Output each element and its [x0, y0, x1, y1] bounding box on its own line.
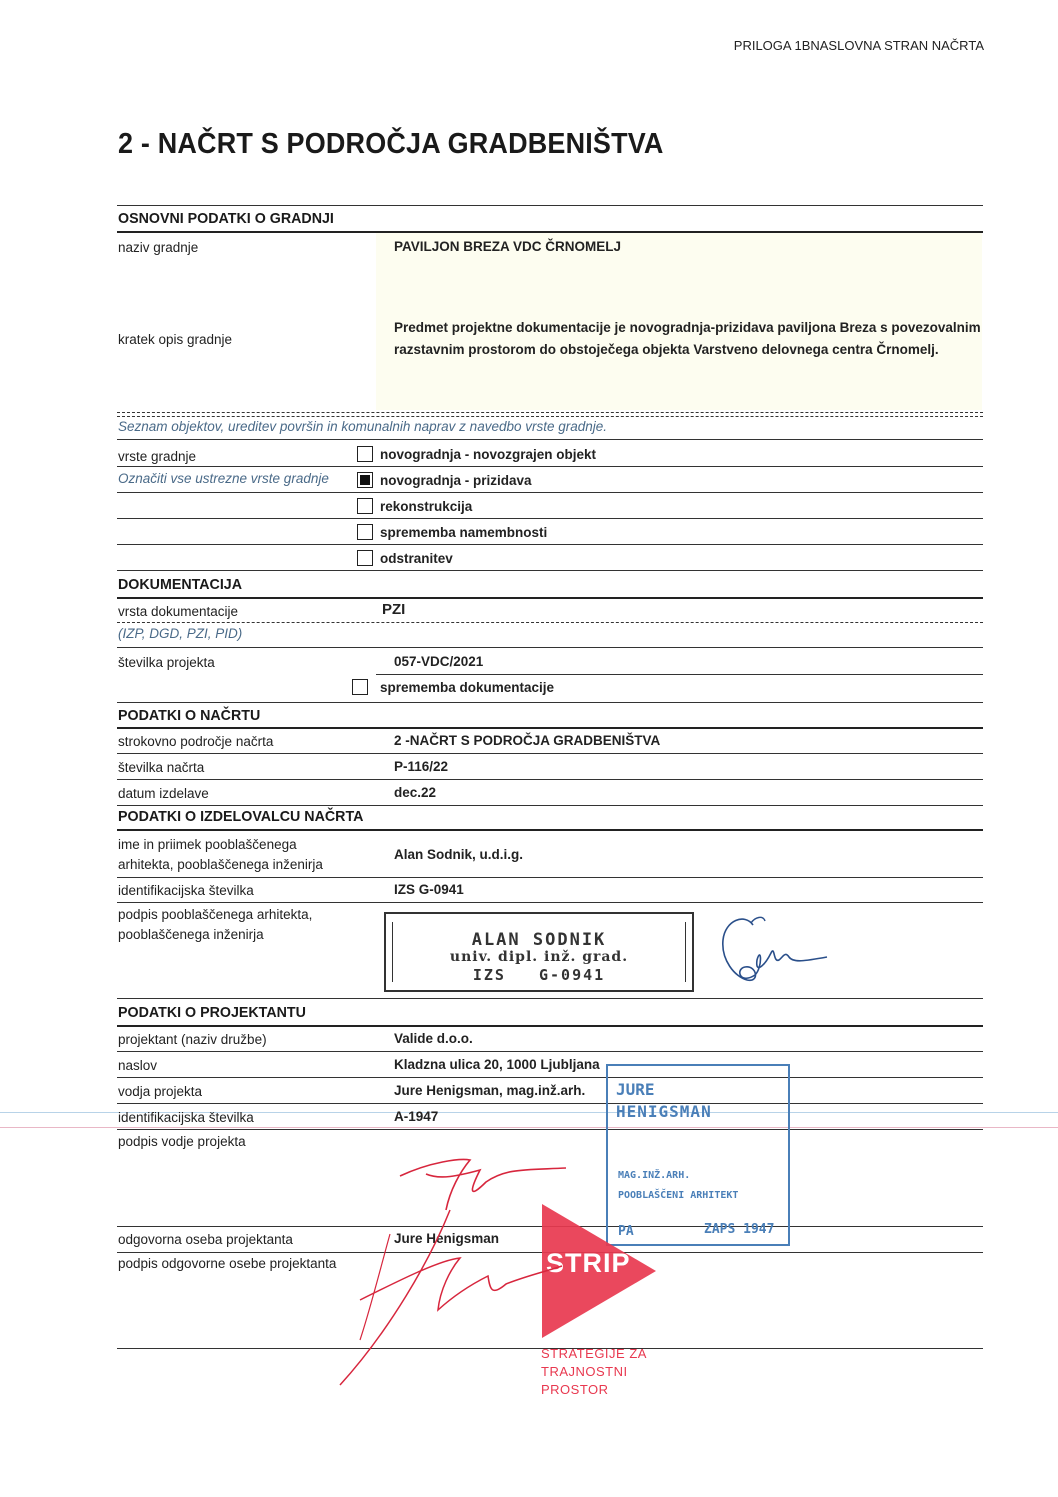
checkbox-label: odstranitev	[380, 551, 453, 566]
checkbox-prizidava[interactable]	[357, 472, 373, 488]
ime-label-1: ime in priimek pooblaščenega	[118, 837, 297, 852]
opis-line-1: Predmet projektne dokumentacije je novogradnja-prizidava paviljona Breza s povezovalnim	[394, 320, 981, 335]
projektant-id-value: A-1947	[394, 1109, 439, 1124]
engineer-stamp	[384, 912, 694, 992]
strip-logo-text: STRIP	[546, 1248, 631, 1278]
divider	[376, 674, 983, 675]
stamp-text: ALAN SODNIK	[471, 930, 607, 950]
naslov-value: Kladzna ulica 20, 1000 Ljubljana	[394, 1057, 600, 1072]
logo-subtitle: STRATEGIJE ZA	[541, 1346, 647, 1361]
id-value: IZS G-0941	[394, 882, 464, 897]
stevilka-projekta-label: številka projekta	[118, 655, 215, 670]
divider	[117, 829, 983, 831]
divider	[117, 231, 983, 233]
section-nacrt: PODATKI O NAČRTU	[118, 707, 261, 724]
divider	[117, 877, 983, 878]
druzba-label: projektant (naziv družbe)	[118, 1032, 267, 1047]
druzba-value: Valide d.o.o.	[394, 1031, 473, 1046]
vrsta-hint: (IZP, DGD, PZI, PID)	[118, 626, 243, 641]
checkbox-label: sprememba namembnosti	[380, 525, 548, 540]
divider	[117, 570, 983, 571]
signature-sodnik	[705, 905, 840, 995]
stamp-text: POOBLAŠČENI ARHITEKT	[618, 1190, 739, 1201]
vrsta-value: PZI	[382, 601, 406, 618]
seznam-note: Seznam objektov, ureditev površin in komunalnih naprav z navedbo vrste gradnje.	[118, 419, 608, 434]
datum-value: dec.22	[394, 785, 437, 800]
divider	[117, 1103, 983, 1104]
naziv-label: naziv gradnje	[118, 240, 199, 255]
page-title: 2 - NAČRT S PODROČJA GRADBENIŠTVA	[118, 128, 664, 160]
datum-label: datum izdelave	[118, 786, 209, 801]
podpis-odgovorne-label: podpis odgovorne osebe projektanta	[118, 1256, 337, 1271]
signature-henigsman	[330, 1150, 570, 1390]
scan-line	[0, 1127, 1058, 1128]
checkbox-label: rekonstrukcija	[380, 499, 473, 514]
section-izdelovalec: PODATKI O IZDELOVALCU NAČRTA	[118, 808, 364, 825]
divider	[117, 439, 983, 440]
ime-value: Alan Sodnik, u.d.i.g.	[394, 847, 524, 862]
opis-label: kratek opis gradnje	[118, 332, 233, 347]
id-label: identifikacijska številka	[118, 883, 254, 898]
podpis-label-1: podpis pooblaščenega arhitekta,	[118, 907, 313, 922]
naziv-value: PAVILJON BREZA VDC ČRNOMELJ	[394, 239, 622, 254]
divider	[117, 622, 983, 623]
vrsta-label: vrsta dokumentacije	[118, 604, 239, 619]
divider	[117, 727, 983, 729]
checkbox-novozgrajen[interactable]	[357, 446, 373, 462]
odgovorna-value: Jure Henigsman	[394, 1231, 500, 1246]
stamp-text: PA	[618, 1224, 634, 1239]
divider	[117, 1051, 983, 1052]
divider	[117, 902, 983, 903]
page-header: PRILOGA 1BNASLOVNA STRAN NAČRTA	[733, 38, 984, 53]
checkbox-rekonstrukcija[interactable]	[357, 498, 373, 514]
podrocje-label: strokovno področje načrta	[118, 734, 274, 749]
logo-subtitle: PROSTOR	[541, 1382, 609, 1397]
stamp-text: ZAPS 1947	[704, 1222, 775, 1237]
divider	[117, 1025, 983, 1027]
divider	[117, 779, 983, 780]
stamp-text: IZS G-0941	[472, 966, 606, 984]
ime-label-2: arhitekta, pooblaščenega inženirja	[118, 857, 323, 872]
divider	[117, 753, 983, 754]
projektant-id-label: identifikacijska številka	[118, 1110, 254, 1125]
divider	[117, 544, 983, 545]
checkbox-sprememba-namembnosti[interactable]	[357, 524, 373, 540]
stevilka-projekta-value: 057-VDC/2021	[394, 654, 484, 669]
podpis-label-2: pooblaščenega inženirja	[118, 927, 264, 942]
checkbox-label: sprememba dokumentacije	[380, 680, 555, 695]
divider	[117, 466, 983, 467]
stevilka-nacrta-label: številka načrta	[118, 760, 205, 775]
vrste-hint: Označiti vse ustrezne vrste gradnje	[118, 471, 329, 486]
logo-subtitle: TRAJNOSTNI	[541, 1364, 628, 1379]
vrste-label: vrste gradnje	[118, 449, 197, 464]
divider	[117, 1129, 983, 1130]
stamp-text: JURE	[616, 1080, 655, 1099]
checkbox-label: novogradnja - novozgrajen objekt	[380, 447, 597, 462]
odgovorna-label: odgovorna oseba projektanta	[118, 1232, 293, 1247]
podpis-vodje-label: podpis vodje projekta	[118, 1134, 246, 1149]
checkbox-odstranitev[interactable]	[357, 550, 373, 566]
divider	[117, 492, 983, 493]
divider	[117, 205, 983, 206]
stevilka-nacrta-value: P-116/22	[394, 759, 449, 774]
divider	[117, 805, 983, 806]
checkbox-label: novogradnja - prizidava	[380, 473, 532, 488]
divider	[117, 412, 983, 413]
section-dokumentacija: DOKUMENTACIJA	[118, 576, 243, 593]
stamp-text: univ. dipl. inž. grad.	[449, 949, 629, 965]
divider	[117, 998, 983, 999]
checkbox-sprememba-dokumentacije[interactable]	[352, 679, 368, 695]
vodja-label: vodja projekta	[118, 1084, 203, 1099]
section-osnovni: OSNOVNI PODATKI O GRADNJI	[118, 210, 334, 227]
divider	[117, 518, 983, 519]
divider	[117, 1077, 983, 1078]
divider	[117, 647, 983, 648]
divider	[117, 597, 983, 599]
opis-line-2: razstavnim prostorom do obstoječega objekta Varstveno delovnega centra Črnomelj.	[394, 342, 939, 357]
stamp-text: MAG.INŽ.ARH.	[618, 1170, 691, 1181]
section-projektant: PODATKI O PROJEKTANTU	[118, 1004, 306, 1021]
vodja-value: Jure Henigsman, mag.inž.arh.	[394, 1083, 586, 1098]
divider	[117, 416, 983, 417]
podrocje-value: 2 -NAČRT S PODROČJA GRADBENIŠTVA	[394, 733, 661, 748]
naslov-label: naslov	[118, 1058, 158, 1073]
stamp-text: HENIGSMAN	[616, 1102, 712, 1121]
divider	[117, 702, 983, 703]
